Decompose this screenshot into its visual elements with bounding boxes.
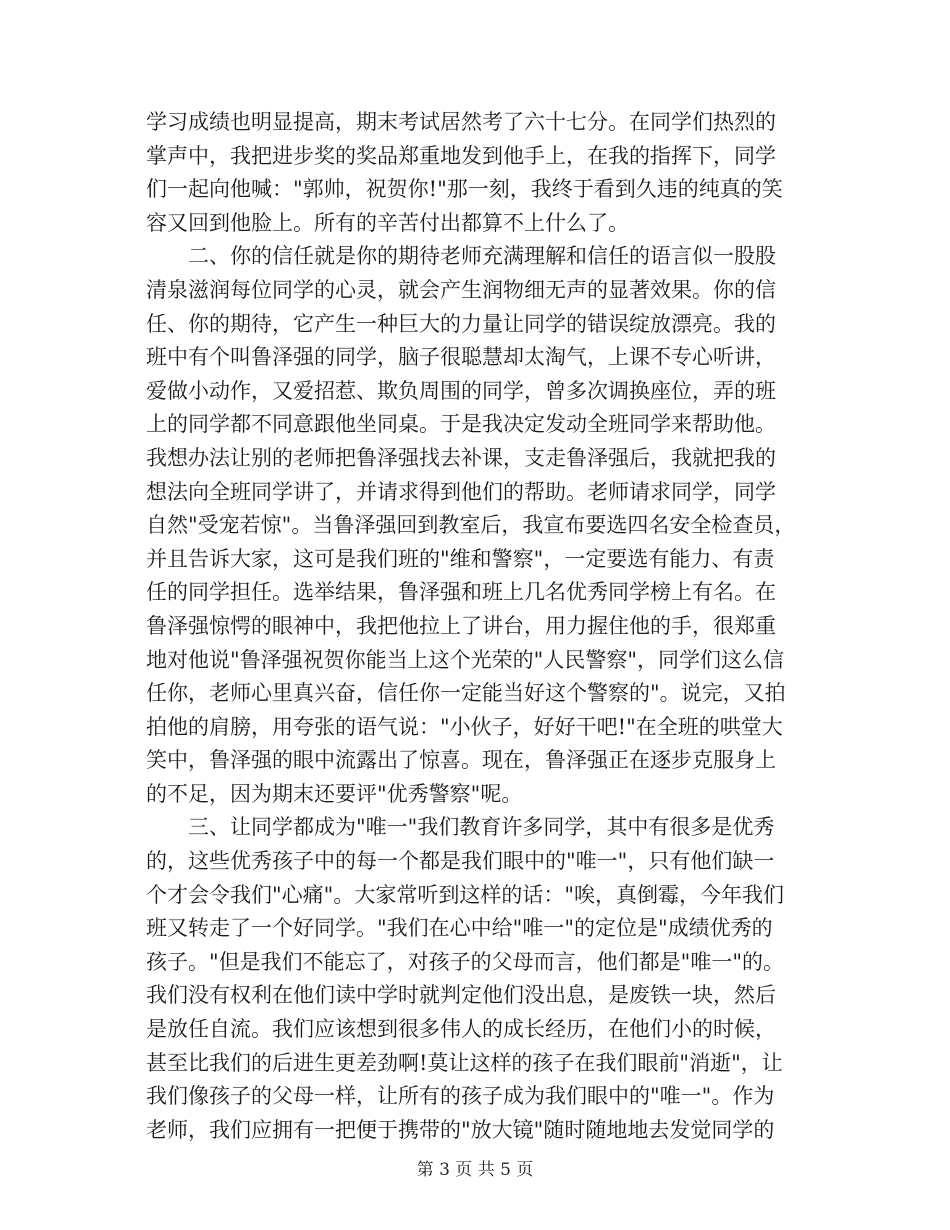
text-line: 二、你的信任就是你的期待老师充满理解和信任的语言似一股股 — [146, 244, 776, 269]
text-line: 们一起向他喊："郭帅，祝贺你!"那一刻，我终于看到久违的纯真的笑 — [146, 177, 783, 202]
text-line: 笑中，鲁泽强的眼中流露出了惊喜。现在，鲁泽强正在逐步克服身上 — [146, 748, 776, 773]
text-line: 掌声中，我把进步奖的奖品郑重地发到他手上，在我的指挥下，同学 — [146, 143, 776, 168]
text-line: 任你，老师心里真兴奋，信任你一定能当好这个警察的"。说完，又拍 — [146, 681, 786, 706]
text-line: 上的同学都不同意跟他坐同桌。于是我决定发动全班同学来帮助他。 — [146, 412, 776, 437]
text-line: 的，这些优秀孩子中的每一个都是我们眼中的"唯一"，只有他们缺一 — [146, 849, 775, 874]
text-line: 任、你的期待，它产生一种巨大的力量让同学的错误绽放漂亮。我的 — [146, 311, 776, 336]
page-number-footer: 第 3 页 共 5 页 — [416, 1160, 534, 1180]
text-line: 我想办法让别的老师把鲁泽强找去补课，支走鲁泽强后，我就把我的 — [146, 445, 776, 470]
text-line: 甚至比我们的后进生更差劲啊!莫让这样的孩子在我们眼前"消逝"，让 — [146, 1050, 783, 1075]
text-line: 鲁泽强惊愕的眼神中，我把他拉上了讲台，用力握住他的手，很郑重 — [146, 613, 776, 638]
text-line: 容又回到他脸上。所有的辛苦付出都算不上什么了。 — [146, 210, 629, 235]
text-line: 任的同学担任。选举结果，鲁泽强和班上几名优秀同学榜上有名。在 — [146, 580, 776, 605]
text-line: 孩子。"但是我们不能忘了，对孩子的父母而言，他们都是"唯一"的。 — [146, 949, 784, 974]
text-line: 老师，我们应拥有一把便于携带的"放大镜"随时随地地去发觉同学的 — [146, 1117, 775, 1142]
text-line: 清泉滋润每位同学的心灵，就会产生润物细无声的显著效果。你的信 — [146, 277, 776, 302]
text-line: 自然"受宠若惊"。当鲁泽强回到教室后，我宣布要选四名安全检查员， — [146, 513, 796, 538]
text-line: 班又转走了一个好同学。"我们在心中给"唯一"的定位是"成绩优秀的 — [146, 916, 773, 941]
text-line: 学习成绩也明显提高，期末考试居然考了六十七分。在同学们热烈的 — [146, 110, 776, 134]
text-line: 拍他的肩膀，用夸张的语气说："小伙子，好好干吧!"在全班的哄堂大 — [146, 714, 783, 739]
text-line: 个才会令我们"心痛"。大家常听到这样的话："唉，真倒霉，今年我们 — [146, 882, 784, 907]
text-line: 的不足，因为期末还要评"优秀警察"呢。 — [146, 781, 523, 806]
text-line: 想法向全班同学讲了，并请求得到他们的帮助。老师请求同学，同学 — [146, 479, 776, 504]
text-line: 是放任自流。我们应该想到很多伟人的成长经历，在他们小的时候， — [146, 1017, 776, 1042]
text-line: 并且告诉大家，这可是我们班的"维和警察"，一定要选有能力、有责 — [146, 546, 775, 571]
text-line: 班中有个叫鲁泽强的同学，脑子很聪慧却太淘气，上课不专心听讲， — [146, 345, 776, 370]
text-line: 爱做小动作，又爱招惹、欺负周围的同学，曾多次调换座位，弄的班 — [146, 378, 776, 403]
text-line: 我们没有权利在他们读中学时就判定他们没出息，是废铁一块，然后 — [146, 983, 776, 1008]
body-text — [146, 106, 806, 1147]
text-line: 三、让同学都成为"唯一"我们教育许多同学，其中有很多是优秀 — [146, 815, 775, 840]
text-line: 地对他说"鲁泽强祝贺你能当上这个光荣的"人民警察"，同学们这么信 — [146, 647, 784, 672]
text-line: 我们像孩子的父母一样，让所有的孩子成为我们眼中的"唯一"。作为 — [146, 1084, 775, 1109]
